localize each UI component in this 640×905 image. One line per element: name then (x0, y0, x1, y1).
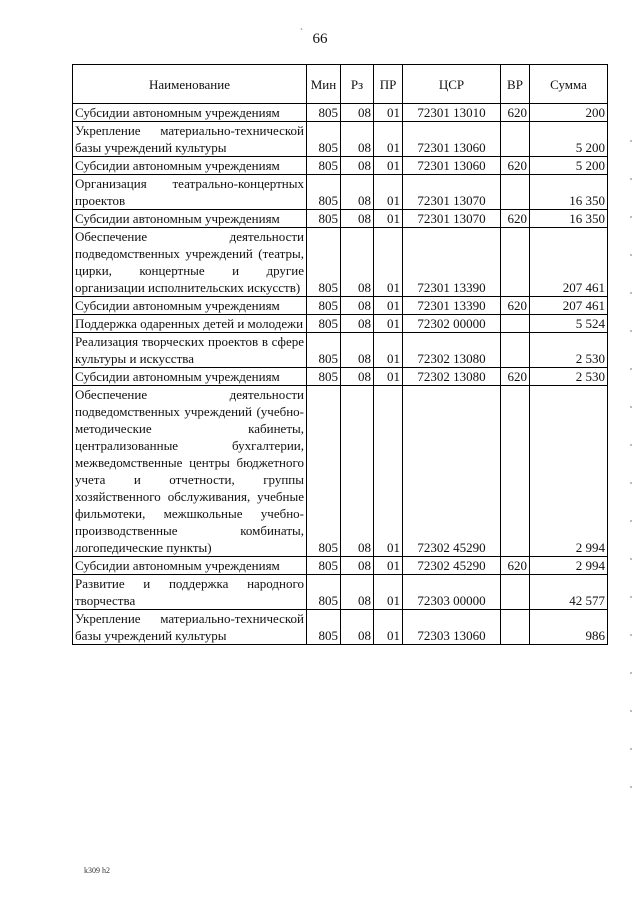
row-pr: 01 (374, 175, 403, 210)
row-csr: 72301 13010 (403, 104, 501, 122)
row-sum: 200 (530, 104, 608, 122)
row-name: Обеспечение деятельности подведомственных учреждений (театры, цирки, концертные и другие организации исполнительских искусств) (73, 228, 307, 297)
row-pr: 01 (374, 368, 403, 386)
row-sum: 207 461 (530, 228, 608, 297)
row-csr: 72302 13080 (403, 333, 501, 368)
budget-table (72, 64, 608, 645)
row-name: Развитие и поддержка народного творчества (73, 575, 307, 610)
row-vr (501, 333, 530, 368)
row-min: 805 (307, 368, 341, 386)
table-row (73, 368, 608, 386)
row-rz: 08 (341, 610, 374, 645)
table-row (73, 104, 608, 122)
row-vr: 620 (501, 104, 530, 122)
row-pr: 01 (374, 315, 403, 333)
row-sum: 16 350 (530, 210, 608, 228)
header-csr: ЦСР (403, 65, 501, 104)
row-name: Организация театрально-концертных проектов (73, 175, 307, 210)
row-csr: 72303 00000 (403, 575, 501, 610)
row-min: 805 (307, 228, 341, 297)
row-name: Субсидии автономным учреждениям (73, 368, 307, 386)
row-rz: 08 (341, 333, 374, 368)
row-vr: 620 (501, 368, 530, 386)
header-vr: ВР (501, 65, 530, 104)
table-row (73, 315, 608, 333)
table-header-row (73, 65, 608, 104)
row-sum: 986 (530, 610, 608, 645)
row-name: Субсидии автономным учреждениям (73, 297, 307, 315)
row-rz: 08 (341, 368, 374, 386)
table-row (73, 386, 608, 557)
row-csr: 72301 13060 (403, 157, 501, 175)
header-sum: Сумма (530, 65, 608, 104)
row-csr: 72301 13390 (403, 228, 501, 297)
row-min: 805 (307, 157, 341, 175)
table-row (73, 557, 608, 575)
row-rz: 08 (341, 297, 374, 315)
table-row (73, 122, 608, 157)
row-vr: 620 (501, 157, 530, 175)
page-number: 66 (312, 31, 328, 47)
row-sum: 16 350 (530, 175, 608, 210)
row-min: 805 (307, 175, 341, 210)
row-rz: 08 (341, 557, 374, 575)
row-name: Обеспечение деятельности подведомственных учреждений (учебно-методические кабинеты, централизованные бухгалтерии, межведомственные центры бюджетного учета и отчетности, группы хозяйственного обслуживания, учебные фильмотеки, межшкольные учебно-производственные комбинаты, логопедические пункты) (73, 386, 307, 557)
row-pr: 01 (374, 228, 403, 297)
row-name: Укрепление материально-технической базы учреждений культуры (73, 610, 307, 645)
row-min: 805 (307, 610, 341, 645)
row-csr: 72301 13390 (403, 297, 501, 315)
row-min: 805 (307, 333, 341, 368)
table-row (73, 157, 608, 175)
row-min: 805 (307, 315, 341, 333)
row-csr: 72302 45290 (403, 557, 501, 575)
row-pr: 01 (374, 333, 403, 368)
row-sum: 42 577 (530, 575, 608, 610)
row-min: 805 (307, 297, 341, 315)
row-pr: 01 (374, 386, 403, 557)
row-pr: 01 (374, 610, 403, 645)
table-row (73, 610, 608, 645)
row-csr: 72303 13060 (403, 610, 501, 645)
row-min: 805 (307, 104, 341, 122)
row-name: Субсидии автономным учреждениям (73, 104, 307, 122)
header-pr: ПР (374, 65, 403, 104)
row-csr: 72302 00000 (403, 315, 501, 333)
row-pr: 01 (374, 557, 403, 575)
row-sum: 207 461 (530, 297, 608, 315)
header-rz: Рз (341, 65, 374, 104)
row-vr (501, 228, 530, 297)
row-rz: 08 (341, 228, 374, 297)
row-name: Субсидии автономным учреждениям (73, 210, 307, 228)
table-row (73, 210, 608, 228)
table-row (73, 175, 608, 210)
row-pr: 01 (374, 575, 403, 610)
row-rz: 08 (341, 575, 374, 610)
row-rz: 08 (341, 315, 374, 333)
row-csr: 72301 13070 (403, 210, 501, 228)
row-vr (501, 175, 530, 210)
row-min: 805 (307, 557, 341, 575)
row-vr (501, 315, 530, 333)
header-min: Мин (307, 65, 341, 104)
row-vr (501, 122, 530, 157)
row-sum: 5 524 (530, 315, 608, 333)
row-rz: 08 (341, 175, 374, 210)
row-name: Реализация творческих проектов в сфере культуры и искусства (73, 333, 307, 368)
row-rz: 08 (341, 122, 374, 157)
row-vr (501, 575, 530, 610)
header-name: Наименование (73, 65, 307, 104)
row-vr: 620 (501, 297, 530, 315)
row-csr: 72302 45290 (403, 386, 501, 557)
row-vr: 620 (501, 557, 530, 575)
table-row (73, 297, 608, 315)
row-name: Субсидии автономным учреждениям (73, 157, 307, 175)
row-name: Поддержка одаренных детей и молодежи (73, 315, 307, 333)
row-rz: 08 (341, 157, 374, 175)
scan-edge-dots (630, 140, 632, 820)
row-pr: 01 (374, 104, 403, 122)
row-sum: 5 200 (530, 122, 608, 157)
scan-mark: ˋ (300, 27, 303, 37)
row-pr: 01 (374, 157, 403, 175)
row-rz: 08 (341, 210, 374, 228)
row-name: Укрепление материально-технической базы учреждений культуры (73, 122, 307, 157)
row-name: Субсидии автономным учреждениям (73, 557, 307, 575)
row-vr (501, 386, 530, 557)
table-row (73, 575, 608, 610)
row-vr (501, 610, 530, 645)
row-pr: 01 (374, 210, 403, 228)
row-csr: 72301 13060 (403, 122, 501, 157)
row-pr: 01 (374, 297, 403, 315)
table-row (73, 333, 608, 368)
row-min: 805 (307, 386, 341, 557)
row-pr: 01 (374, 122, 403, 157)
row-min: 805 (307, 122, 341, 157)
row-sum: 2 530 (530, 368, 608, 386)
row-min: 805 (307, 575, 341, 610)
table-row (73, 228, 608, 297)
row-rz: 08 (341, 104, 374, 122)
row-min: 805 (307, 210, 341, 228)
footer-code: k309 h2 (84, 866, 110, 875)
row-sum: 2 994 (530, 557, 608, 575)
row-vr: 620 (501, 210, 530, 228)
row-sum: 2 530 (530, 333, 608, 368)
row-rz: 08 (341, 386, 374, 557)
row-sum: 5 200 (530, 157, 608, 175)
row-csr: 72301 13070 (403, 175, 501, 210)
row-sum: 2 994 (530, 386, 608, 557)
row-csr: 72302 13080 (403, 368, 501, 386)
